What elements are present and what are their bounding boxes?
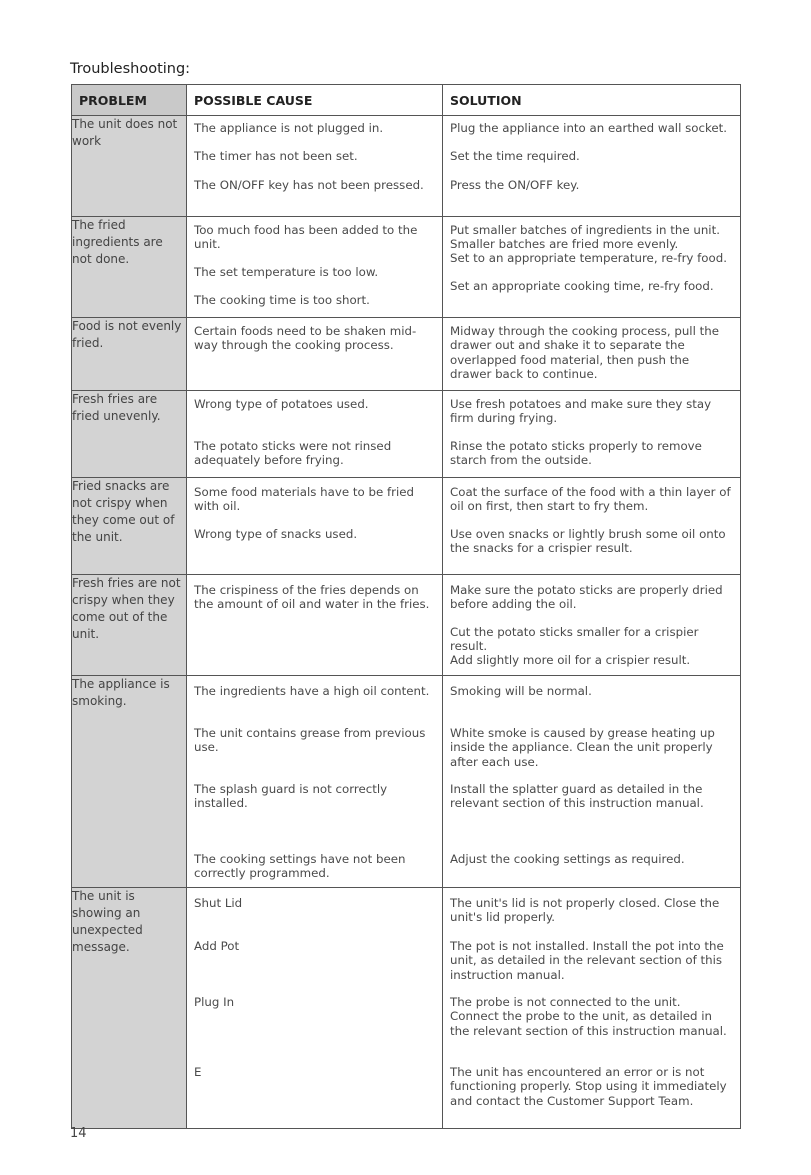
solution-text: Coat the surface of the food with a thin layer of oil on first, then start to fry them.: [450, 485, 731, 514]
solution-cell: [443, 116, 741, 217]
cause-text: Plug In: [194, 995, 235, 1009]
cause-cell: [187, 575, 443, 676]
cause-cell: [187, 676, 443, 888]
cause-text: Add Pot: [194, 939, 240, 953]
cause-column-header: POSSIBLE CAUSE: [187, 85, 443, 116]
cause-text: Wrong type of potatoes used.: [194, 397, 369, 411]
cause-text: The ingredients have a high oil content.: [194, 684, 430, 698]
cause-text: The unit contains grease from previous use.: [194, 726, 426, 755]
solution-text: Set an appropriate cooking time, re-fry food.: [450, 279, 714, 293]
solution-text: The unit has encountered an error or is not functioning properly. Stop using it immediately and contact the Customer Support Team.: [450, 1065, 727, 1108]
cause-text: Shut Lid: [194, 896, 243, 910]
solution-text: Press the ON/OFF key.: [450, 178, 580, 192]
solution-cell: [443, 676, 741, 888]
table-row: [72, 217, 741, 318]
cause-text: The timer has not been set.: [194, 149, 358, 163]
solution-text: Add slightly more oil for a crispier result.: [450, 653, 691, 667]
cause-text: The cooking time is too short.: [194, 293, 370, 307]
cause-text: The appliance is not plugged in.: [194, 121, 384, 135]
problem-cell: The fried ingredients are not done.: [72, 217, 187, 318]
problem-cell: The unit is showing an unexpected message.: [72, 888, 187, 1129]
cause-text: E: [194, 1065, 202, 1079]
solution-text: Install the splatter guard as detailed in the relevant section of this instruction manual.: [450, 782, 704, 811]
table-row: [72, 888, 741, 1129]
cause-cell: [187, 116, 443, 217]
solution-text: The probe is not connected to the unit. Connect the probe to the unit, as detailed in the relevant section of this instruction manual.: [450, 995, 727, 1038]
problem-cell: Food is not evenly fried.: [72, 318, 187, 391]
solution-text: Adjust the cooking settings as required.: [450, 852, 685, 866]
solution-text: Use oven snacks or lightly brush some oil onto the snacks for a crispier result.: [450, 527, 726, 556]
page-number: 14: [70, 1126, 87, 1141]
solution-cell: [443, 478, 741, 575]
cause-text: The set temperature is too low.: [194, 265, 379, 279]
solution-text: The pot is not installed. Install the pot into the unit, as detailed in the relevant section of this instruction manual.: [450, 939, 724, 982]
table-row: [72, 318, 741, 391]
cause-text: Certain foods need to be shaken mid-way through the cooking process.: [194, 324, 417, 353]
problem-cell: Fresh fries are not crispy when they come out of the unit.: [72, 575, 187, 676]
solution-cell: [443, 575, 741, 676]
solution-text: Rinse the potato sticks properly to remove starch from the outside.: [450, 439, 702, 468]
troubleshooting-table: [71, 84, 741, 1129]
table-header-row: [72, 85, 741, 116]
cause-text: The potato sticks were not rinsed adequately before frying.: [194, 439, 392, 468]
solution-cell: [443, 318, 741, 391]
problem-cell: The appliance is smoking.: [72, 676, 187, 888]
problem-cell: Fresh fries are fried unevenly.: [72, 391, 187, 478]
solution-text: Plug the appliance into an earthed wall socket.: [450, 121, 727, 135]
cause-cell: [187, 391, 443, 478]
cause-cell: [187, 888, 443, 1129]
table-row: [72, 478, 741, 575]
solution-cell: [443, 391, 741, 478]
table-row: [72, 676, 741, 888]
problem-cell: The unit does not work: [72, 116, 187, 217]
solution-column-header: SOLUTION: [443, 85, 741, 116]
solution-text: Set the time required.: [450, 149, 580, 163]
cause-text: Some food materials have to be fried with oil.: [194, 485, 414, 514]
table-row: [72, 575, 741, 676]
solution-cell: [443, 217, 741, 318]
table-row: [72, 391, 741, 478]
table-row: [72, 116, 741, 217]
solution-text: Use fresh potatoes and make sure they stay firm during frying.: [450, 397, 712, 426]
cause-text: The ON/OFF key has not been pressed.: [194, 178, 424, 192]
page-heading: Troubleshooting:: [70, 61, 191, 77]
solution-text: Make sure the potato sticks are properly dried before adding the oil.: [450, 583, 723, 612]
cause-text: The cooking settings have not been correctly programmed.: [194, 852, 406, 881]
solution-text: Midway through the cooking process, pull the drawer out and shake it to separate the overlapped food material, then push the drawer back to continue.: [450, 324, 719, 381]
cause-text: The splash guard is not correctly installed.: [194, 782, 388, 811]
solution-text: Put smaller batches of ingredients in the unit. Smaller batches are fried more evenly.: [450, 223, 720, 252]
solution-text: Cut the potato sticks smaller for a crispier result.: [450, 625, 699, 654]
solution-text: The unit's lid is not properly closed. Close the unit's lid properly.: [450, 896, 720, 925]
solution-cell: [443, 888, 741, 1129]
problem-column-header: PROBLEM: [72, 85, 187, 116]
cause-text: Too much food has been added to the unit.: [194, 223, 418, 252]
cause-cell: [187, 217, 443, 318]
solution-text: Smoking will be normal.: [450, 684, 592, 698]
cause-text: The crispiness of the fries depends on the amount of oil and water in the fries.: [194, 583, 430, 612]
cause-cell: [187, 478, 443, 575]
cause-cell: [187, 318, 443, 391]
problem-cell: Fried snacks are not crispy when they come out of the unit.: [72, 478, 187, 575]
cause-text: Wrong type of snacks used.: [194, 527, 358, 541]
solution-text: Set to an appropriate temperature, re-fry food.: [450, 251, 727, 265]
solution-text: White smoke is caused by grease heating up inside the appliance. Clean the unit properly after each use.: [450, 726, 715, 769]
